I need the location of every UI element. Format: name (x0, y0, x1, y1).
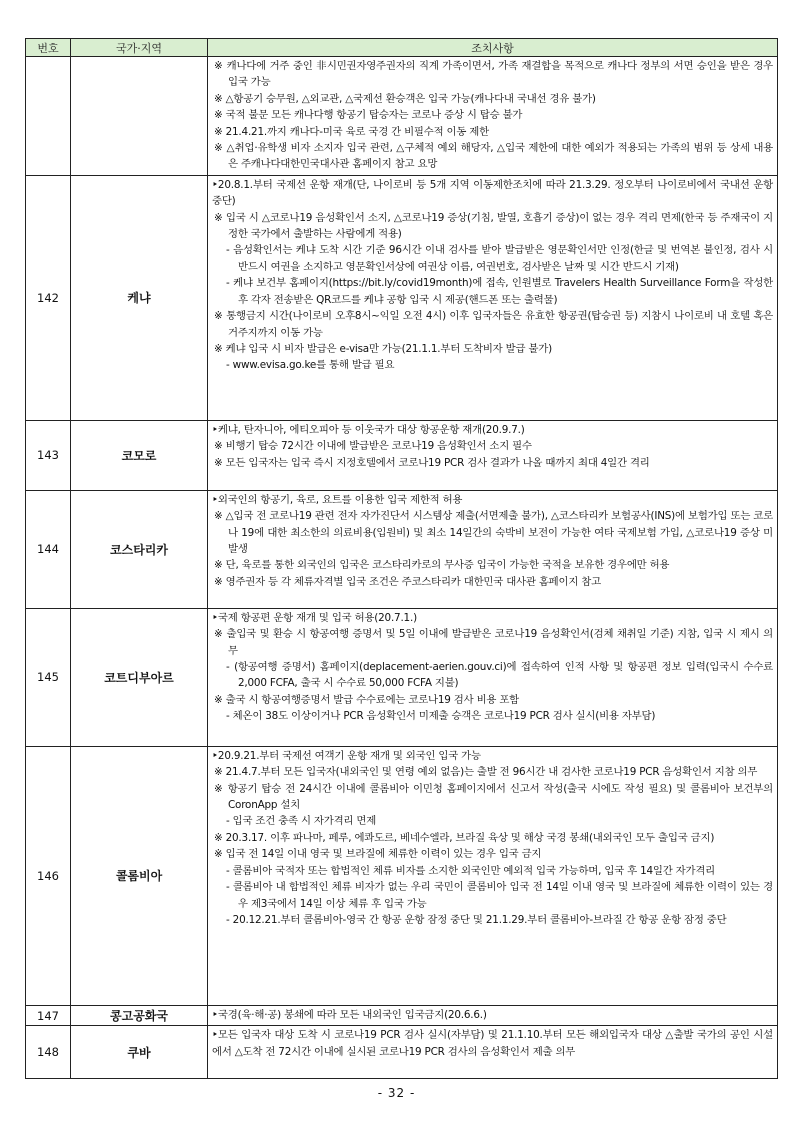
row-country (71, 57, 208, 176)
page-number: - 32 - (377, 1086, 416, 1100)
row-country: 코트디부아르 (71, 608, 208, 746)
header-number: 번호 (26, 39, 71, 57)
row-measures (208, 1026, 778, 1079)
table-row (26, 175, 778, 420)
table-row (26, 490, 778, 608)
measure-line: ‣케냐, 탄자니아, 에티오피아 등 이웃국가 대상 항공운항 재개(20.9.7.) (212, 423, 525, 436)
row-measures (208, 490, 778, 608)
row-number: 145 (26, 608, 71, 746)
table-row (26, 420, 778, 490)
measure-line: ※ △입국 전 코로나19 관련 전자 자가진단서 시스템상 제출(서면제출 불가), △코스타리카 보험공사(INS)에 보험가입 또는 코로나 19에 대한 최소한의 의료비용(입원비) 및 최소 14일간의 숙박비 보전이 가능한 여타 국제보험 가입, △코로나19 증상 미발생 (214, 510, 773, 556)
measure-line: - 음성확인서는 케냐 도착 시간 기준 96시간 이내 검사를 받아 발급받은 영문확인서만 인정(한글 및 번역본 불인정, 검사 시 반드시 여권을 소지하고 영문확인서상에 여권상 이름, 여권번호, 검사받은 날짜 및 시간 반드시 기재) (226, 244, 773, 273)
row-measures (208, 608, 778, 746)
row-number: 142 (26, 175, 71, 420)
row-country: 코스타리카 (71, 490, 208, 608)
measure-line: - 콜롬비아 내 합법적인 체류 비자가 없는 우리 국민이 콜롬비아 입국 전 14일 이내 영국 및 브라질에 체류한 이력이 있는 경우 제3국에서 14일 이상 체류 후 입국 가능 (226, 881, 773, 910)
row-country: 콜롬비아 (71, 746, 208, 1005)
measure-line: - (항공여행 증명서) 홈페이지(deplacement-aerien.gouv.ci)에 접속하여 인적 사항 및 항공편 정보 입력(입국시 수수료 2,000 FCFA, 출국 시 수수료 50,000 FCFA 지불) (226, 661, 773, 690)
measure-line: ※ 출입국 및 환승 시 항공여행 증명서 및 5일 이내에 발급받은 코로나19 음성확인서(검체 채취일 기준) 지참, 입국 시 제시 의무 (214, 628, 773, 657)
row-number: 148 (26, 1026, 71, 1079)
table-row (26, 1026, 778, 1079)
measure-line: ※ 국적 불문 모든 캐나다행 항공기 탑승자는 코로나 증상 시 탑승 불가 (214, 109, 523, 122)
measure-line: ※ 입국 시 △코로나19 음성확인서 소지, △코로나19 증상(기침, 발열, 호흡기 증상)이 없는 경우 격리 면제(한국 등 주재국이 지정한 국가에서 출발하는 사람에게 적용) (214, 211, 773, 241)
row-number: 146 (26, 746, 71, 1005)
header-measures: 조치사항 (208, 39, 778, 57)
measure-line: ※ △항공기 승무원, △외교관, △국제선 환승객은 입국 가능(캐나다내 국내선 경유 불가) (214, 92, 596, 105)
measures-table (25, 38, 778, 1079)
row-number (26, 57, 71, 176)
measure-line: ‣20.8.1.부터 국제선 운항 재개(단, 나이로비 등 5개 지역 이동제한조치에 따라 21.3.29. 정오부터 나이로비에서 국내선 운항 중단) (212, 178, 773, 208)
table-header-row (26, 39, 778, 57)
row-country: 코모로 (71, 420, 208, 490)
measure-line: ※ 비행기 탑승 72시간 이내에 발급받은 코로나19 음성확인서 소지 필수 (214, 440, 532, 453)
measure-line: ‣20.9.21.부터 국제선 여객기 운항 재개 및 외국인 입국 가능 (212, 749, 481, 762)
table-row (26, 57, 778, 176)
row-country: 콩고공화국 (71, 1005, 208, 1025)
table-row (26, 608, 778, 746)
measure-line: ※ 입국 전 14일 이내 영국 및 브라질에 체류한 이력이 있는 경우 입국 금지 (214, 848, 542, 861)
row-measures (208, 746, 778, 1005)
measure-line: ※ 캐나다에 거주 중인 非시민권자영주권자의 직계 가족이면서, 가족 재결합을 목적으로 캐나다 정부의 서면 승인을 받은 경우 입국 가능 (214, 60, 773, 89)
row-number: 147 (26, 1005, 71, 1025)
row-measures (208, 57, 778, 176)
measure-line: ※ △취업·유학생 비자 소지자 입국 관련, △구체적 예외 해당자, △입국 제한에 대한 예외가 적용되는 가족의 범위 등 상세 내용은 주캐나다대한민국대사관 홈페이지 참고 요망 (214, 142, 773, 171)
row-country: 쿠바 (71, 1026, 208, 1079)
measure-line: ※ 21.4.21.까지 캐나다-미국 육로 국경 간 비필수적 이동 제한 (214, 125, 489, 138)
measure-line: ※ 모든 입국자는 입국 즉시 지정호텔에서 코로나19 PCR 검사 결과가 나올 때까지 최대 4일간 격리 (214, 456, 650, 469)
measure-line: ※ 통행금지 시간(나이로비 오후8시~익일 오전 4시) 이후 입국자들은 유효한 항공권(탑승권 등) 지참시 나이로비 내 호텔 혹은 거주지까지 이동 가능 (214, 310, 773, 339)
row-number: 143 (26, 420, 71, 490)
table-row (26, 746, 778, 1005)
row-measures (208, 1005, 778, 1025)
measure-line: ※ 영주권자 등 각 체류자격별 입국 조건은 주코스타리카 대한민국 대사관 홈페이지 참고 (214, 575, 601, 588)
measure-line: ‣국경(육·해·공) 봉쇄에 따라 모든 내외국인 입국금지(20.6.6.) (212, 1008, 487, 1021)
measure-line: ※ 단, 육로를 통한 외국인의 입국은 코스타리카로의 무사증 입국이 가능한 국적을 보유한 경우에만 허용 (214, 559, 670, 572)
measure-line: ※ 케냐 입국 시 비자 발급은 e-visa만 가능(21.1.1.부터 도착비자 발급 불가) (214, 342, 552, 355)
measure-line: - 20.12.21.부터 콜롬비아-영국 간 항공 운항 잠정 중단 및 21.1.29.부터 콜롬비아-브라질 간 항공 운항 잠정 중단 (226, 913, 727, 926)
measure-line: ‣외국인의 항공기, 육로, 요트를 이용한 입국 제한적 허용 (212, 493, 463, 506)
measure-line: - 체온이 38도 이상이거나 PCR 음성확인서 미제출 승객은 코로나19 PCR 검사 실시(비용 자부담) (226, 710, 656, 723)
measure-line: - 입국 조건 충족 시 자가격리 면제 (226, 815, 377, 828)
measure-line: ‣국제 항공편 운항 재개 및 입국 허용(20.7.1.) (212, 611, 417, 624)
measure-line: ‣모든 입국자 대상 도착 시 코로나19 PCR 검사 실시(자부담) 및 21.1.10.부터 모든 해외입국자 대상 △출발 국가의 공인 시설에서 △도착 전 72시간 이내에 실시된 코로나19 PCR 검사의 음성확인서 제출 의무 (212, 1029, 773, 1058)
measure-line: ※ 항공기 탑승 전 24시간 이내에 콜롬비아 이민청 홈페이지에서 신고서 작성(출국 시에도 작성 필요) 및 콜롬비아 보건부의 CoronApp 설치 (214, 782, 773, 812)
measure-line: - 케냐 보건부 홈페이지(https://bit.ly/covid19month)에 접속, 인원별로 Travelers Health Surveillance Form을 작성한 후 각자 전송받은 QR코드를 케냐 공항 입국 시 제공(핸드폰 또는 출력물) (226, 277, 773, 306)
row-measures (208, 175, 778, 420)
row-country: 케냐 (71, 175, 208, 420)
row-measures (208, 420, 778, 490)
measure-line: ※ 출국 시 항공여행증명서 발급 수수료에는 코로나19 검사 비용 포함 (214, 693, 520, 706)
table-row (26, 1005, 778, 1025)
row-number: 144 (26, 490, 71, 608)
measure-line: ※ 20.3.17. 이후 파나마, 페루, 에콰도르, 베네수엘라, 브라질 육상 및 해상 국경 봉쇄(내외국인 모두 출입국 금지) (214, 831, 715, 844)
measure-line: ※ 21.4.7.부터 모든 입국자(내외국인 및 연령 예외 없음)는 출발 전 96시간 내 검사한 코로나19 PCR 음성확인서 지참 의무 (214, 766, 758, 779)
header-country: 국가·지역 (71, 39, 208, 57)
measure-line: - www.evisa.go.ke를 통해 발급 필요 (226, 359, 395, 372)
measure-line: - 콜롬비아 국적자 또는 합법적인 체류 비자를 소지한 외국인만 예외적 입국 가능하며, 입국 후 14일간 자가격리 (226, 864, 716, 877)
